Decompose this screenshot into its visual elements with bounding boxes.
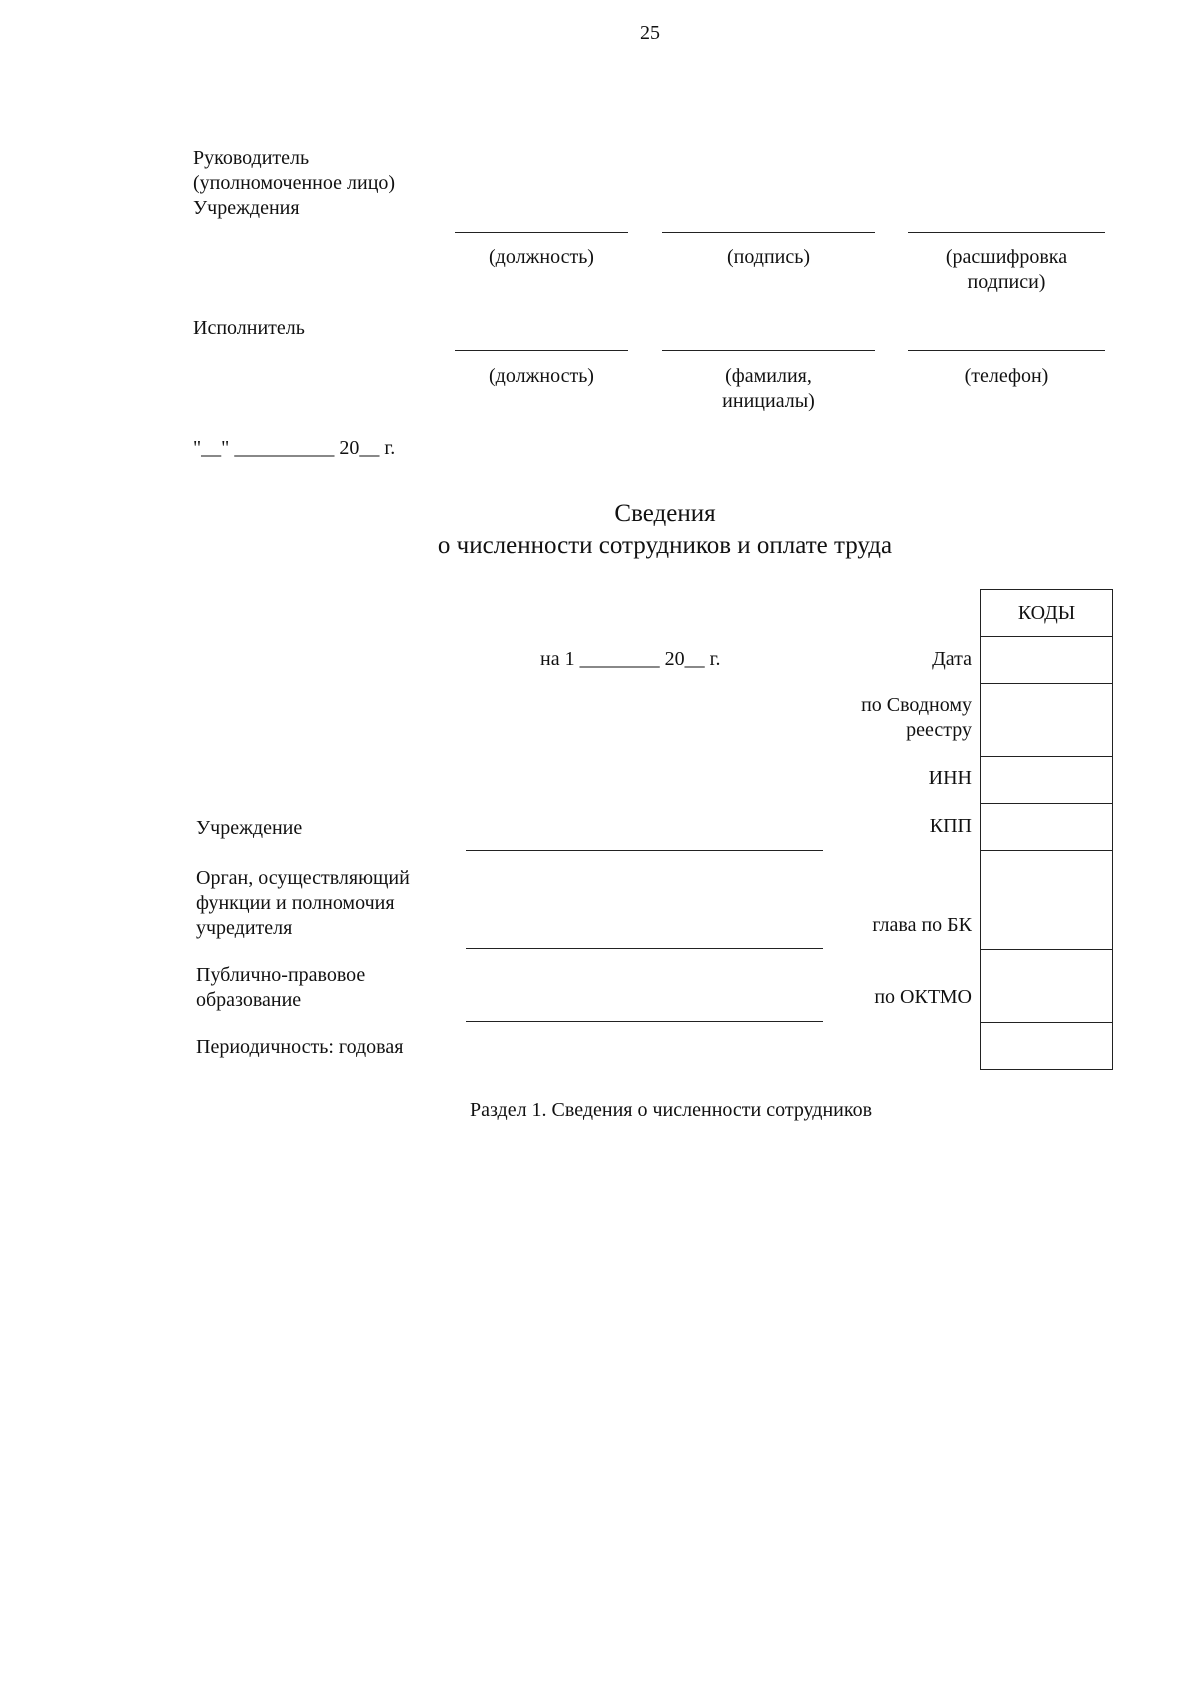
- form-title-line1: Сведения: [614, 500, 716, 527]
- field-label-line: Публично-правовое: [196, 964, 366, 986]
- head-label-line: (уполномоченное лицо): [193, 172, 396, 194]
- caption-line: инициалы): [722, 390, 815, 412]
- field-institution-label: Учреждение: [196, 817, 303, 839]
- code-cell-date[interactable]: [981, 637, 1113, 684]
- executor-label: Исполнитель: [193, 317, 305, 339]
- head-signature-caption: (подпись): [726, 246, 811, 268]
- code-cell-registry[interactable]: [981, 684, 1113, 757]
- executor-position-line[interactable]: [455, 350, 628, 351]
- code-label-chapter: глава по БК: [872, 914, 972, 936]
- caption-line: подписи): [967, 271, 1046, 293]
- page-number: 25: [640, 22, 660, 44]
- field-label-line: образование: [196, 989, 302, 1011]
- field-institution-line[interactable]: [466, 850, 823, 851]
- executor-name-caption: [662, 364, 875, 414]
- field-periodicity: Периодичность: годовая: [196, 1036, 404, 1058]
- head-label-line: Руководитель: [193, 147, 310, 169]
- field-public-entity-line[interactable]: [466, 1021, 823, 1022]
- field-founder-label: [196, 866, 410, 941]
- head-position-caption: (должность): [489, 246, 594, 268]
- code-label-date: Дата: [932, 648, 972, 670]
- caption-line: (фамилия,: [725, 365, 812, 387]
- code-cell-inn[interactable]: [981, 757, 1113, 804]
- caption-line: (расшифровка: [945, 246, 1068, 268]
- code-cell-oktmo[interactable]: [981, 950, 1113, 1023]
- head-decoding-line[interactable]: [908, 232, 1105, 233]
- field-label-line: Орган, осуществляющий: [196, 867, 410, 889]
- code-label-kpp: КПП: [929, 815, 972, 837]
- form-title-line2: о численности сотрудников и оплате труда: [437, 532, 893, 559]
- field-public-entity-label: [196, 963, 365, 1013]
- code-cell-chapter[interactable]: [981, 851, 1113, 950]
- field-label-line: учредителя: [196, 917, 293, 939]
- head-signature-line[interactable]: [662, 232, 875, 233]
- code-label-line: по Сводному: [861, 694, 972, 716]
- executor-phone-caption: (телефон): [964, 365, 1049, 387]
- form-title: [0, 498, 1200, 562]
- code-cell-kpp[interactable]: [981, 804, 1113, 851]
- executor-position-caption: (должность): [489, 365, 594, 387]
- as-of-date[interactable]: на 1 ________ 20__ г.: [540, 648, 721, 670]
- code-label-line: реестру: [906, 719, 972, 741]
- executor-phone-line[interactable]: [908, 350, 1105, 351]
- codes-table: [980, 589, 1113, 1070]
- field-founder-line[interactable]: [466, 948, 823, 949]
- section1-title: Раздел 1. Сведения о численности сотрудников: [469, 1099, 873, 1121]
- head-label-line: Учреждения: [193, 197, 300, 219]
- head-position-line[interactable]: [455, 232, 628, 233]
- signature-date[interactable]: "__" __________ 20__ г.: [193, 437, 396, 459]
- code-label-oktmo: по ОКТМО: [874, 986, 972, 1008]
- field-label-line: функции и полномочия: [196, 892, 395, 914]
- code-label-registry: [760, 693, 972, 743]
- codes-header: КОДЫ: [981, 590, 1113, 637]
- executor-name-line[interactable]: [662, 350, 875, 351]
- head-label: [193, 146, 395, 221]
- code-cell-periodicity[interactable]: [981, 1023, 1113, 1070]
- head-decoding-caption: [908, 245, 1105, 295]
- code-label-inn: ИНН: [928, 767, 972, 789]
